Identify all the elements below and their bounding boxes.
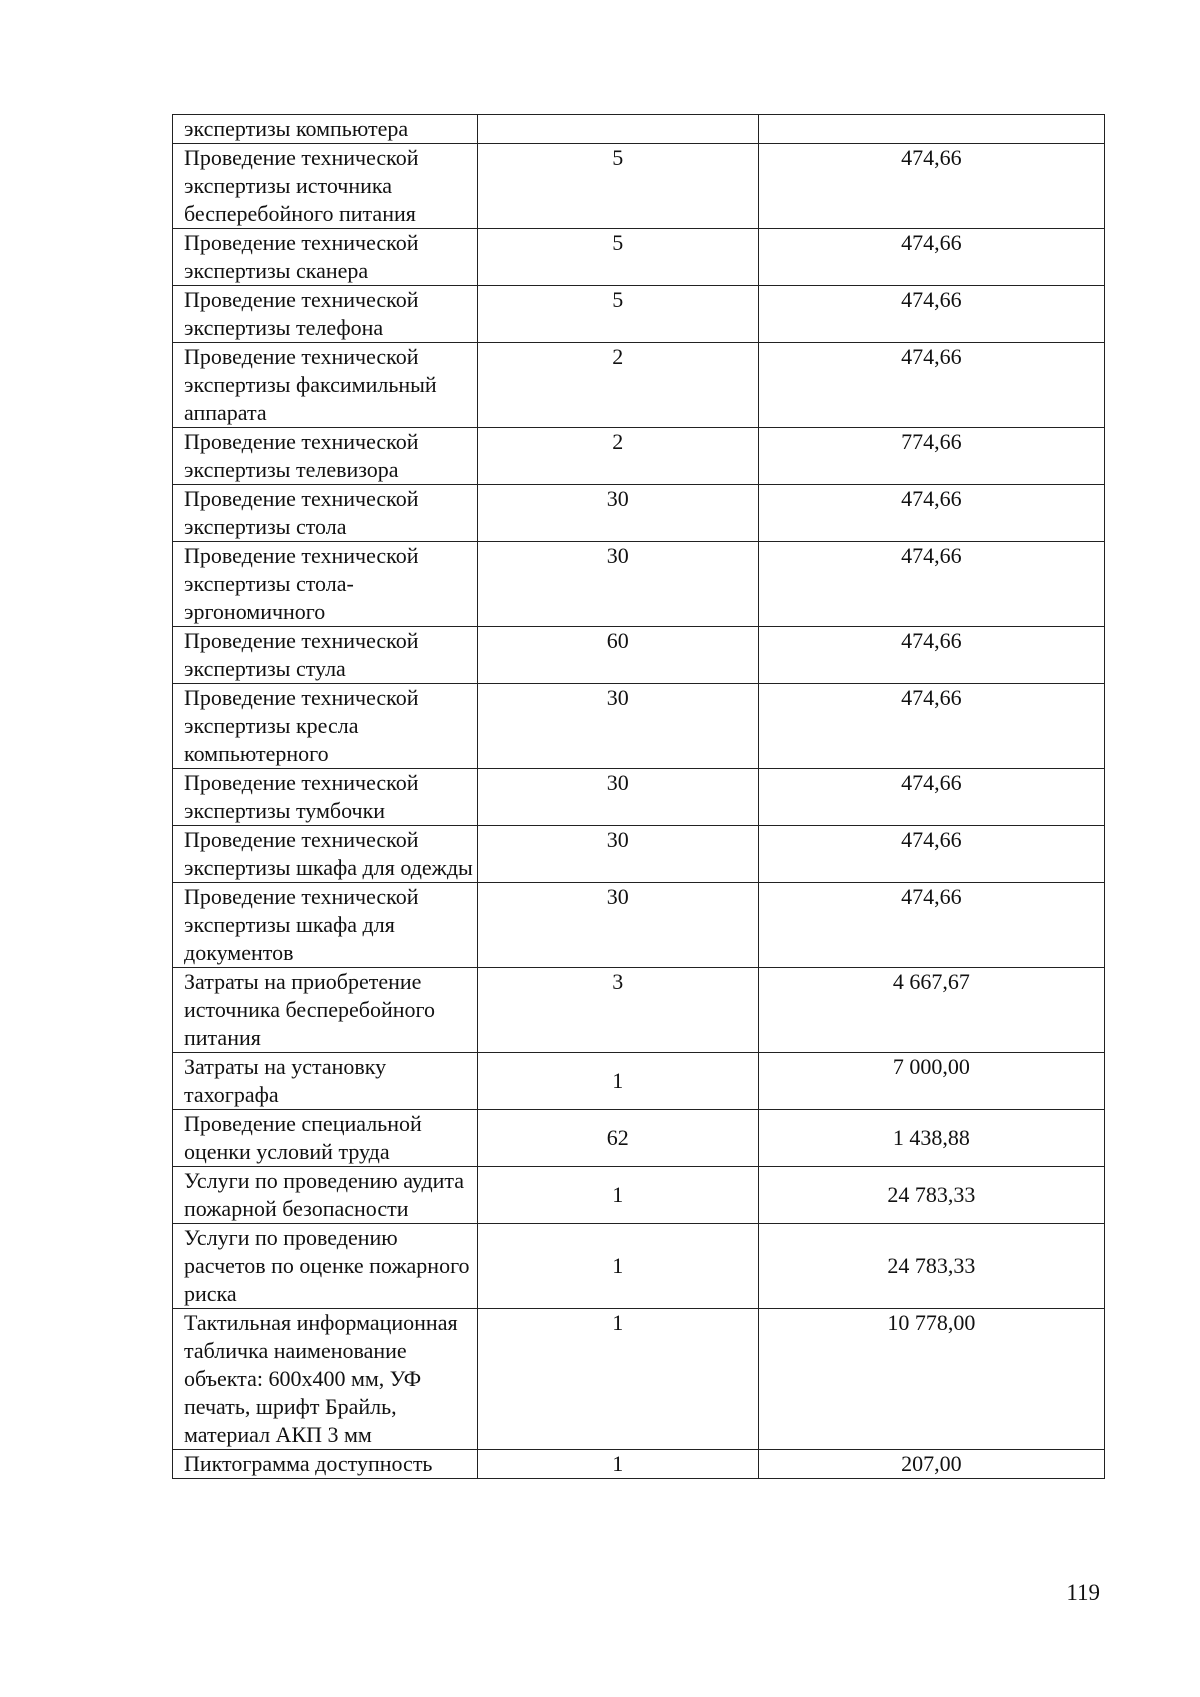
page-number: 119 bbox=[1066, 1580, 1100, 1605]
table-row bbox=[173, 1309, 1105, 1450]
item-quantity-cell: 1 bbox=[477, 1053, 758, 1110]
item-name-cell: Проведение технической экспертизы стола bbox=[173, 485, 478, 542]
item-quantity-cell: 30 bbox=[477, 883, 758, 968]
item-price-cell: 10 778,00 bbox=[758, 1309, 1104, 1450]
item-quantity-cell: 30 bbox=[477, 826, 758, 883]
item-name-cell: Проведение технической экспертизы стола-эргономичного bbox=[173, 542, 478, 627]
item-quantity-cell: 5 bbox=[477, 229, 758, 286]
item-price-cell: 474,66 bbox=[758, 144, 1104, 229]
item-name-cell: Проведение технической экспертизы кресла компьютерного bbox=[173, 684, 478, 769]
item-price-cell: 774,66 bbox=[758, 428, 1104, 485]
item-price-cell: 207,00 bbox=[758, 1450, 1104, 1479]
item-price-cell: 4 667,67 bbox=[758, 968, 1104, 1053]
table-row bbox=[173, 1224, 1105, 1309]
item-price-cell: 1 438,88 bbox=[758, 1110, 1104, 1167]
item-price-cell: 474,66 bbox=[758, 286, 1104, 343]
table-row bbox=[173, 115, 1105, 144]
item-name-cell: Затраты на приобретение источника бесперебойного питания bbox=[173, 968, 478, 1053]
table-row bbox=[173, 968, 1105, 1053]
table-row bbox=[173, 1450, 1105, 1479]
item-price-cell: 24 783,33 bbox=[758, 1224, 1104, 1309]
item-quantity-cell: 62 bbox=[477, 1110, 758, 1167]
item-name-cell: Проведение технической экспертизы тумбочки bbox=[173, 769, 478, 826]
table-row bbox=[173, 883, 1105, 968]
item-name-cell: Проведение технической экспертизы шкафа для документов bbox=[173, 883, 478, 968]
table-row bbox=[173, 684, 1105, 769]
table-row bbox=[173, 627, 1105, 684]
item-name-cell: Проведение технической экспертизы стула bbox=[173, 627, 478, 684]
table-row bbox=[173, 769, 1105, 826]
item-name-cell: Проведение технической экспертизы источника бесперебойного питания bbox=[173, 144, 478, 229]
table-row bbox=[173, 826, 1105, 883]
table-row bbox=[173, 428, 1105, 485]
item-name-cell: Пиктограмма доступность bbox=[173, 1450, 478, 1479]
item-price-cell: 474,66 bbox=[758, 883, 1104, 968]
table-row bbox=[173, 286, 1105, 343]
item-price-cell bbox=[758, 115, 1104, 144]
expense-table-body bbox=[173, 115, 1105, 1479]
item-quantity-cell: 5 bbox=[477, 144, 758, 229]
item-price-cell: 474,66 bbox=[758, 826, 1104, 883]
item-name-cell: Услуги по проведению аудита пожарной безопасности bbox=[173, 1167, 478, 1224]
table-row bbox=[173, 343, 1105, 428]
item-quantity-cell: 1 bbox=[477, 1224, 758, 1309]
item-quantity-cell: 2 bbox=[477, 428, 758, 485]
table-row bbox=[173, 144, 1105, 229]
item-name-cell: Проведение технической экспертизы телевизора bbox=[173, 428, 478, 485]
item-price-cell: 474,66 bbox=[758, 542, 1104, 627]
item-price-cell: 474,66 bbox=[758, 769, 1104, 826]
item-name-cell: Проведение технической экспертизы телефона bbox=[173, 286, 478, 343]
item-name-cell: Тактильная информационная табличка наименование объекта: 600х400 мм, УФ печать, шрифт Брайль, материал АКП 3 мм bbox=[173, 1309, 478, 1450]
table-row bbox=[173, 1110, 1105, 1167]
item-price-cell: 7 000,00 bbox=[758, 1053, 1104, 1110]
item-quantity-cell: 30 bbox=[477, 769, 758, 826]
item-price-cell: 24 783,33 bbox=[758, 1167, 1104, 1224]
table-row bbox=[173, 1167, 1105, 1224]
item-name-cell: Затраты на установку тахографа bbox=[173, 1053, 478, 1110]
item-name-cell: Проведение технической экспертизы сканера bbox=[173, 229, 478, 286]
expense-table bbox=[172, 114, 1105, 1479]
item-quantity-cell: 30 bbox=[477, 684, 758, 769]
item-quantity-cell: 1 bbox=[477, 1309, 758, 1450]
item-name-cell: Услуги по проведению расчетов по оценке пожарного риска bbox=[173, 1224, 478, 1309]
item-price-cell: 474,66 bbox=[758, 627, 1104, 684]
item-name-cell: экспертизы компьютера bbox=[173, 115, 478, 144]
item-quantity-cell: 3 bbox=[477, 968, 758, 1053]
item-quantity-cell: 1 bbox=[477, 1450, 758, 1479]
table-row bbox=[173, 229, 1105, 286]
item-price-cell: 474,66 bbox=[758, 343, 1104, 428]
item-quantity-cell: 60 bbox=[477, 627, 758, 684]
table-row bbox=[173, 485, 1105, 542]
item-quantity-cell: 30 bbox=[477, 542, 758, 627]
item-quantity-cell: 30 bbox=[477, 485, 758, 542]
item-quantity-cell bbox=[477, 115, 758, 144]
table-row bbox=[173, 1053, 1105, 1110]
item-name-cell: Проведение технической экспертизы шкафа для одежды bbox=[173, 826, 478, 883]
item-name-cell: Проведение технической экспертизы факсимильный аппарата bbox=[173, 343, 478, 428]
item-quantity-cell: 1 bbox=[477, 1167, 758, 1224]
table-row bbox=[173, 542, 1105, 627]
item-quantity-cell: 5 bbox=[477, 286, 758, 343]
item-price-cell: 474,66 bbox=[758, 485, 1104, 542]
item-name-cell: Проведение специальной оценки условий труда bbox=[173, 1110, 478, 1167]
item-price-cell: 474,66 bbox=[758, 229, 1104, 286]
item-price-cell: 474,66 bbox=[758, 684, 1104, 769]
item-quantity-cell: 2 bbox=[477, 343, 758, 428]
